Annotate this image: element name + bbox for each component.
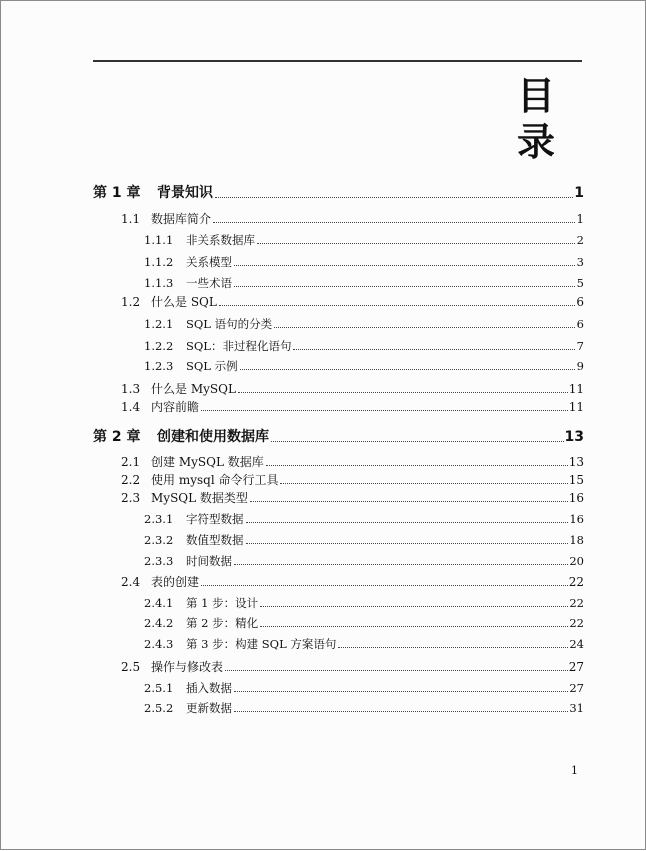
dot-leader [225, 669, 568, 671]
dot-leader [293, 348, 575, 350]
toc-entry-label: 更新数据 [186, 701, 232, 715]
toc-entry-page: 20 [569, 554, 584, 568]
toc-entry-number: 2.5.1 [144, 681, 174, 695]
dot-leader [201, 409, 568, 411]
toc-entry-label: SQL：非过程化语句 [186, 339, 292, 353]
dot-leader [338, 646, 568, 648]
toc-entry-number: 2.3 [121, 491, 141, 505]
toc-entry-number: 2.2 [121, 473, 141, 487]
toc-entry-page: 1 [576, 212, 584, 226]
toc-entry-page: 11 [568, 382, 584, 396]
toc-entry-page: 6 [576, 317, 584, 331]
toc-entry-page: 7 [576, 339, 584, 353]
toc-entry [144, 595, 584, 611]
dot-leader [250, 500, 568, 502]
dot-leader [260, 625, 568, 627]
toc-entry-page: 16 [569, 512, 584, 526]
toc-entry-number: 1.1.2 [144, 255, 174, 269]
toc-entry-label: 数值型数据 [186, 533, 244, 547]
toc-entry [144, 254, 584, 270]
toc-entry [144, 680, 584, 696]
toc-entry [144, 615, 584, 631]
toc-entry-label: 什么是 SQL [151, 295, 217, 309]
toc-entry-number: 1.2.3 [144, 359, 174, 373]
toc-entry-page: 22 [569, 616, 584, 630]
toc-entry [121, 380, 584, 397]
dot-leader [201, 584, 568, 586]
toc-entry-number: 2.3.1 [144, 512, 174, 526]
toc-entry [144, 532, 584, 548]
dot-leader [219, 304, 575, 306]
toc-entry-label: 创建和使用数据库 [157, 429, 269, 445]
toc-entry-label: 背景知识 [157, 185, 213, 201]
dot-leader [274, 326, 575, 328]
toc-entry [144, 553, 584, 569]
toc-entry-page: 11 [568, 400, 584, 414]
toc-entry-label: 表的创建 [151, 575, 200, 589]
toc-entry [121, 453, 584, 470]
toc-entry-label: SQL 示例 [186, 359, 238, 373]
dot-leader [271, 440, 564, 442]
dot-leader [234, 710, 568, 712]
toc-entry-number: 1.4 [121, 400, 141, 414]
dot-leader [257, 242, 575, 244]
toc-entry-number: 1.1.1 [144, 233, 174, 247]
toc-entry [121, 210, 584, 227]
toc-entry-number: 1.2 [121, 295, 141, 309]
toc-entry-label: 关系模型 [186, 255, 232, 269]
dot-leader [238, 391, 568, 393]
toc-entry-page: 31 [569, 701, 584, 715]
toc-entry-number: 2.5 [121, 660, 141, 674]
toc-entry [121, 573, 584, 590]
page-number: 1 [571, 764, 578, 777]
toc-entry-label: 内容前瞻 [151, 400, 200, 414]
toc-entry [144, 232, 584, 248]
dot-leader [234, 690, 568, 692]
toc-entry-label: 时间数据 [186, 554, 232, 568]
toc-entry [121, 658, 584, 675]
toc-entry-page: 5 [576, 276, 584, 290]
toc-entry-label: 非关系数据库 [186, 233, 255, 247]
toc-entry [144, 700, 584, 716]
toc-entry [144, 338, 584, 354]
toc-entry [144, 636, 584, 652]
toc-entry-number: 2.4.3 [144, 637, 174, 651]
toc-entry-page: 27 [569, 681, 584, 695]
toc-entry-page: 27 [568, 660, 584, 674]
toc-entry-label: 什么是 MySQL [151, 382, 236, 396]
toc-entry-number: 2.4.2 [144, 616, 174, 630]
toc-entry-label: 数据库简介 [151, 212, 212, 226]
dot-leader [213, 221, 575, 223]
toc-entry-label: 第 1 步：设计 [186, 596, 259, 610]
toc-entry-page: 3 [576, 255, 584, 269]
toc-entry-number: 1.1 [121, 212, 141, 226]
toc-entry [144, 511, 584, 527]
toc-entry [121, 471, 584, 488]
dot-leader [215, 196, 573, 198]
toc-entry-label: 第 2 步：精化 [186, 616, 259, 630]
toc-entry-page: 2 [576, 233, 584, 247]
toc-entry-number: 第 2 章 [93, 429, 141, 445]
toc-entry-page: 9 [576, 359, 584, 373]
dot-leader [246, 542, 569, 544]
dot-leader [234, 563, 568, 565]
toc-entry-page: 16 [568, 491, 584, 505]
toc-entry-page: 1 [574, 185, 584, 201]
dot-leader [234, 264, 575, 266]
toc-entry-number: 1.2.1 [144, 317, 174, 331]
table-of-contents [1, 1, 646, 851]
dot-leader [234, 285, 575, 287]
toc-entry-page: 24 [569, 637, 584, 651]
toc-entry-number: 1.3 [121, 382, 141, 396]
toc-entry [144, 358, 584, 374]
toc-entry [121, 489, 584, 506]
toc-entry-page: 13 [568, 455, 584, 469]
toc-entry [144, 275, 584, 291]
toc-entry-number: 2.4 [121, 575, 141, 589]
toc-entry-label: MySQL 数据类型 [151, 491, 248, 505]
toc-entry-number: 2.5.2 [144, 701, 174, 715]
toc-entry-page: 22 [568, 575, 584, 589]
toc-entry-number: 2.1 [121, 455, 141, 469]
toc-entry-page: 22 [569, 596, 584, 610]
toc-entry-page: 13 [564, 429, 584, 445]
toc-entry [93, 426, 584, 446]
toc-entry [144, 316, 584, 332]
toc-entry-page: 15 [568, 473, 584, 487]
toc-entry-number: 2.4.1 [144, 596, 174, 610]
page-title: 目录 [517, 74, 557, 164]
toc-entry [121, 293, 584, 310]
toc-entry-number: 2.3.2 [144, 533, 174, 547]
toc-entry-label: SQL 语句的分类 [186, 317, 273, 331]
toc-entry-label: 字符型数据 [186, 512, 244, 526]
dot-leader [246, 521, 569, 523]
toc-entry [121, 398, 584, 415]
dot-leader [266, 464, 568, 466]
toc-entry-number: 1.2.2 [144, 339, 174, 353]
toc-entry [93, 182, 584, 202]
toc-entry-label: 操作与修改表 [151, 660, 224, 674]
toc-entry-label: 第 3 步：构建 SQL 方案语句 [186, 637, 337, 651]
dot-leader [240, 368, 575, 370]
toc-entry-label: 一些术语 [186, 276, 232, 290]
dot-leader [280, 482, 567, 484]
toc-entry-page: 6 [576, 295, 584, 309]
dot-leader [260, 605, 568, 607]
toc-entry-label: 插入数据 [186, 681, 232, 695]
toc-entry-label: 创建 MySQL 数据库 [151, 455, 264, 469]
toc-entry-page: 18 [569, 533, 584, 547]
toc-entry-number: 2.3.3 [144, 554, 174, 568]
toc-entry-label: 使用 mysql 命令行工具 [151, 473, 279, 487]
toc-entry-number: 第 1 章 [93, 185, 141, 201]
toc-entry-number: 1.1.3 [144, 276, 174, 290]
